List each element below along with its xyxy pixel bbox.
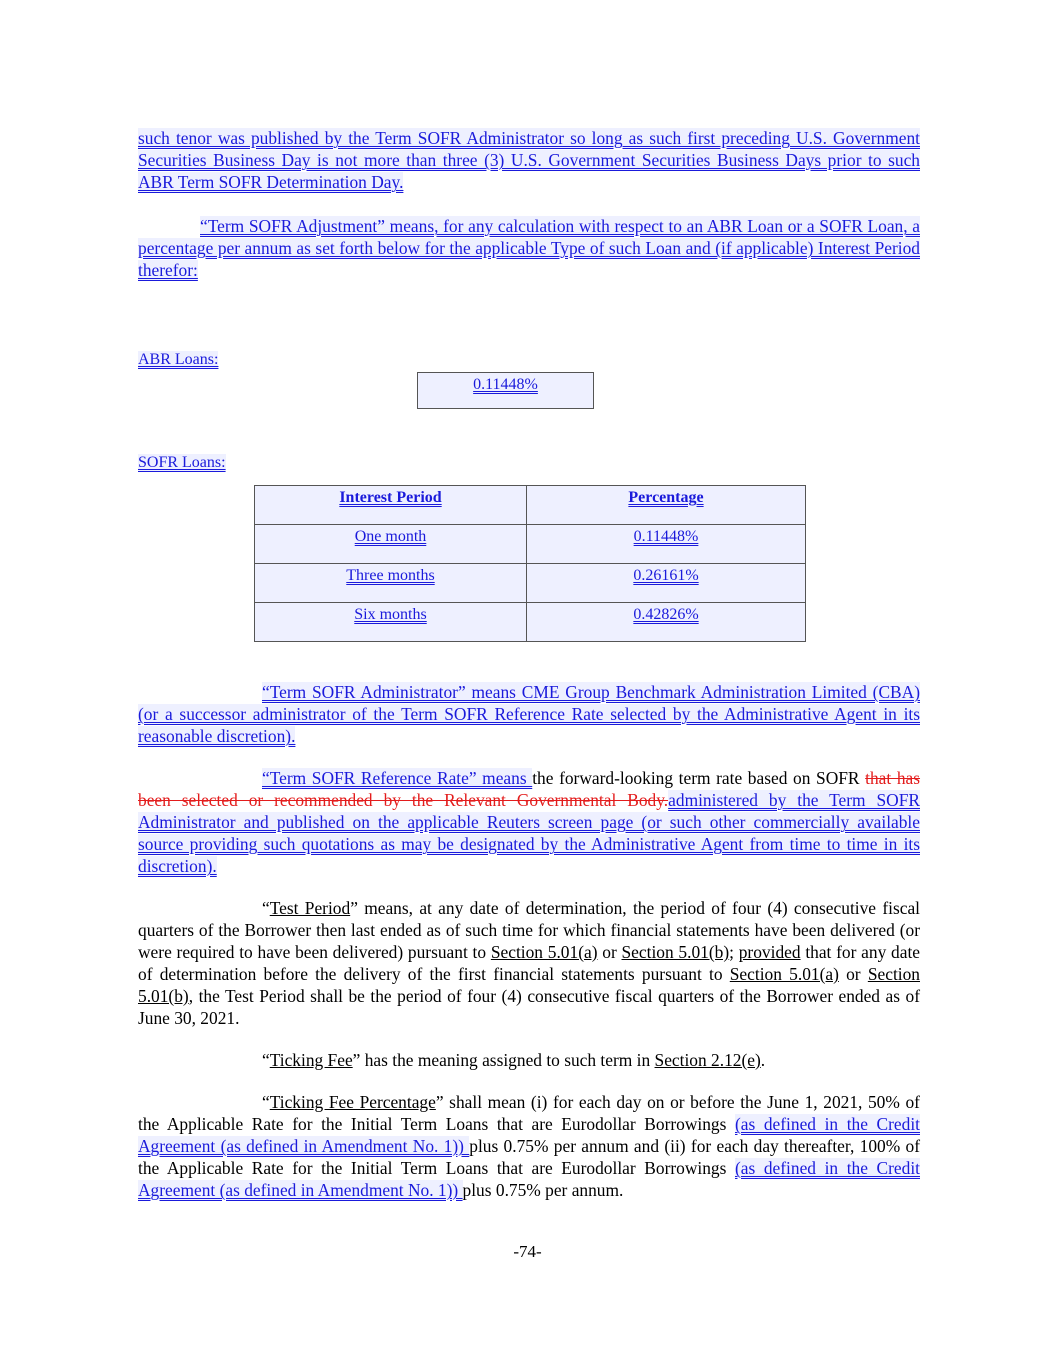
inserted-text: such tenor was published by the Term SOFR Administrator so long as such first preceding U.S. Government Securities Business Day is not more than three (3) U.S. Government Securities Business Days prior to such ABR Term SOFR Determination Day. [138,128,920,192]
paragraph-term-sofr-reference-rate: “Term SOFR Reference Rate” means the forward-looking term rate based on SOFR that has been selected or recommended by the Relevant Governmental Body.administered by the Term SOFR Administrator and published on the applicable Reuters screen page (or such other commercially available source providing such quotations as may be designated by the Administrative Agent from time to time in its discretion). [138,768,921,876]
document-body [138,127,920,371]
table-cell-percentage: 0.42826% [527,603,806,642]
sofr-loans-label: SOFR Loans: [138,454,226,471]
section-reference: Section 5.01(b) [621,942,730,962]
paragraph-term-sofr-administrator: “Term SOFR Administrator” means CME Group Benchmark Administration Limited (CBA) (or a successor administrator of the Term SOFR Reference Rate selected by the Administrative Agent in its reasonable discretion). [138,682,920,746]
paragraph-ticking-fee-percentage: “Ticking Fee Percentage” shall mean (i) for each day on or before the June 1, 2021, 50% of the Applicable Rate for the Initial Term Loans that are Eurodollar Borrowings (as defined in the Credit Agreement (as defined in Amendment No. 1)) plus 0.75% per annum and (ii) for each day thereafter, 100% of the Applicable Rate for the Initial Term Loans that are Eurodollar Borrowings (as defined in the Credit Agreement (as defined in Amendment No. 1)) plus 0.75% per annum. [138,1092,920,1200]
paragraph-tenor [138,127,920,193]
paragraph-test-period: “Test Period” means, at any date of determination, the period of four (4) consecutive fiscal quarters of the Borrower then last ended as of such time for which financial statements have been delivered (or were required to have been delivered) pursuant to Section 5.01(a) or Section 5.01(b); provided that for any date of determination before the delivery of the first financial statements pursuant to Section 5.01(a) or Section 5.01(b), the Test Period shall be the period of four (4) consecutive fiscal quarters of the Borrower ended as of June 30, 2021. [138,898,921,1028]
table-row [255,603,806,642]
table-cell-percentage: 0.26161% [527,564,806,603]
table-header-row [255,486,806,525]
section-reference: Section 5.01(b) [138,964,920,1006]
section-reference: Section 5.01(a) [729,964,839,984]
abr-rate-value: 0.11448% [473,376,538,393]
table-cell-period: Three months [255,564,527,603]
abr-rate-box [417,372,594,409]
abr-loans-label: ABR Loans: [138,351,219,368]
table-row [255,564,806,603]
deleted-text: that has been selected or recommended by the Relevant Governmental Body. [138,768,921,810]
paragraph-term-sofr-adjustment [138,215,920,281]
header-interest-period: Interest Period [255,486,527,525]
sofr-adjustment-table [254,485,806,642]
paragraph-ticking-fee: “Ticking Fee” has the meaning assigned to such term in Section 2.12(e). [262,1050,766,1070]
section-reference: Section 2.12(e) [654,1050,761,1070]
document-body-lower [138,681,920,1201]
section-reference: Section 5.01(a) [490,942,598,962]
header-percentage: Percentage [527,486,806,525]
table-cell-period: One month [255,525,527,564]
page-number: -74- [513,1242,542,1261]
table-cell-period: Six months [255,603,527,642]
inserted-text: “Term SOFR Adjustment” means, for any calculation with respect to an ABR Loan or a SOFR Loan, a percentage per annum as set forth below for the applicable Type of such Loan and (if applicable) Interest Period therefor: [138,216,920,280]
table-cell-percentage: 0.11448% [527,525,806,564]
table-row [255,525,806,564]
